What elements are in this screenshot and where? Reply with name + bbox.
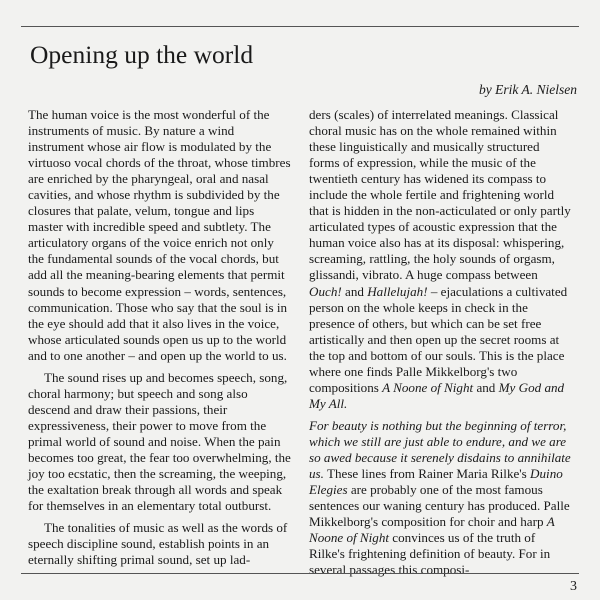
text-run: ders (scales) of interrelated meanings. Classical choral music has on the whole remained within these linguistically and musically structured forms of expression, while the music of the twentieth century has widened its compass to include the whole fertile and frightening world that is hidden in the non-acticulated or only partly articulated types of acoustic expression that the human voice also has at its disposal: whispering, screaming, rattling, the holy sounds of orgasm, glissandi, vibrato. A huge compass between (309, 107, 571, 283)
page-number: 3 (570, 579, 577, 594)
text-run: – ejaculations a cultivated person on the whole keeps in check in the presence of others, but which can be set free artistically and then open up the secret rooms at the top and bottom of our souls. This is the place where one finds Palle Mikkelborg's two compositions (309, 283, 568, 395)
text-run: convinces us of the truth of Rilke's frightening definition of beauty. For in several passages this composi- (309, 530, 551, 578)
author-byline: by Erik A. Nielsen (479, 82, 577, 97)
italic-text: A Noone of Night (382, 379, 474, 395)
text-run: These lines from Rainer Maria Rilke's (323, 466, 531, 482)
italic-quote: For beauty is nothing but the beginning of terror, which we still are just able to endure, and we are so awed because it serenely disdains to annihilate us. (309, 417, 571, 482)
article-title: Opening up the world (30, 40, 254, 69)
paragraph (309, 107, 573, 412)
paragraph: The human voice is the most wonderful of the instruments of music. By nature a wind instrument whose air flow is modulated by the virtuoso vocal chords of the throat, whose timbres are enriched by the pharyngeal, oral and nasal cavities, and whose rhythm is subdivided by the closures that palate, velum, tongue and lips master with incredible speed and subtlety. The articulatory organs of the voice enrich not only the fundamental sounds of the vocal chords, but add all the meaning-bearing elements that permit sounds to become expression – words, sentences, communication. Those who say that the soul is in the eye should add that it also lives in the voice, whose articulated sounds open us up to the world and to one another – and open up the world to us. (28, 107, 291, 363)
paragraph: The sound rises up and becomes speech, song, choral harmony; but speech and song also descend and draw their passions, their expressiveness, their power to move from the primal world of sound and noise. When the pain becomes too great, the fear too overwhelming, the joy too ecstatic, then the screaming, the weeping, the exaltation break through all words and speak for themselves in an elementary total outburst. (28, 369, 291, 514)
top-rule (21, 26, 579, 27)
text-run: are probably one of the most famous sentences our waning century has produced. Palle Mikkelborg's composition for choir and harp (309, 482, 570, 530)
italic-text: My God and My All. (309, 379, 565, 411)
paragraph (309, 418, 573, 578)
italic-text: Hallelujah! (367, 283, 428, 299)
right-column (309, 107, 573, 584)
bottom-rule (21, 573, 579, 574)
text-run: and (473, 379, 499, 395)
italic-text: A Noone of Night (309, 514, 555, 546)
left-column (28, 107, 292, 574)
paragraph: The tonalities of music as well as the words of speech discipline sound, establish points in an eternally shifting primal sound, set up lad- (28, 520, 288, 568)
italic-text: Ouch! (309, 283, 342, 299)
italic-text: Duino Elegies (309, 466, 563, 498)
text-run: and (341, 283, 368, 299)
